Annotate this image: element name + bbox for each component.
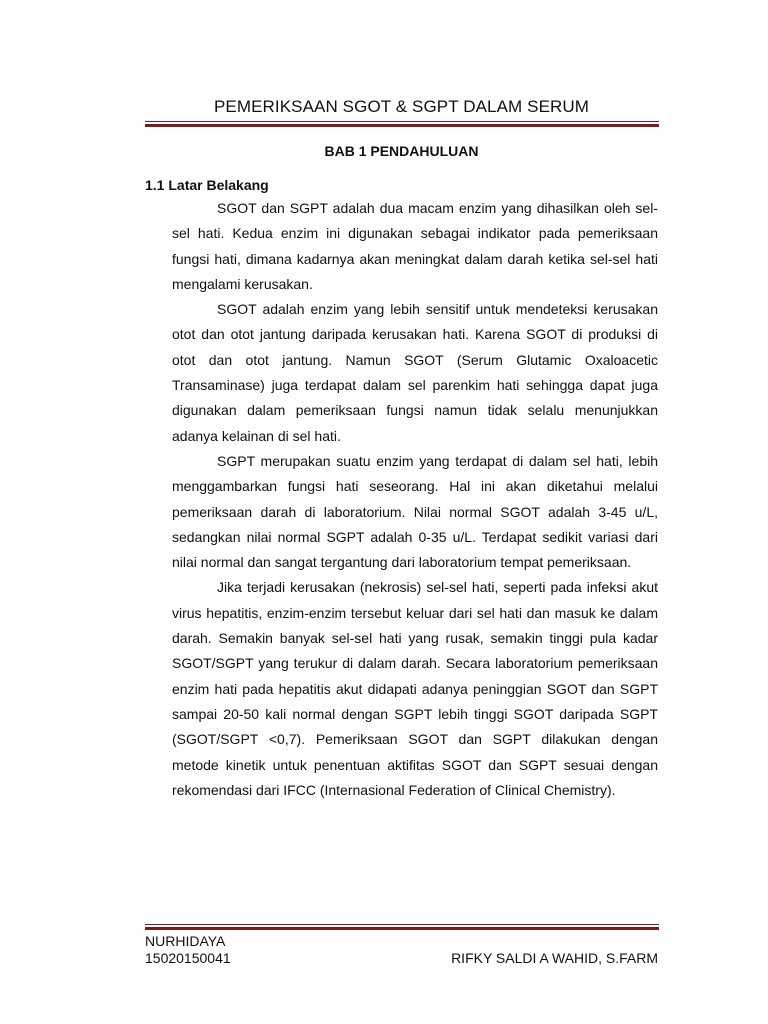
footer-supervisor: RIFKY SALDI A WAHID, S.FARM [451, 950, 658, 966]
header-divider [145, 121, 659, 127]
paragraph: SGOT dan SGPT adalah dua macam enzim yang dihasilkan oleh sel-sel hati. Kedua enzim ini digunakan sebagai indikator pada pemeriksaan fungsi hati, dimana kadarnya akan meningkat dalam darah ketika sel-sel hati mengalami kerusakan. [172, 200, 658, 292]
footer-author-name: NURHIDAYA [145, 933, 226, 949]
footer-divider-thick-line [145, 927, 659, 930]
paragraph: Jika terjadi kerusakan (nekrosis) sel-sel hati, seperti pada infeksi akut virus hepatitis, enzim-enzim tersebut keluar dari sel hati dan masuk ke dalam darah. Semakin banyak sel-sel hati yang rusak, semakin tinggi pula kadar SGOT/SGPT yang terukur di dalam darah. Secara laboratorium pemeriksaan enzim hati pada hepatitis akut didapati adanya peninggian SGOT dan SGPT sampai 20-50 kali normal dengan SGPT lebih tinggi SGOT daripada SGPT (SGOT/SGPT <0,7). Pemeriksaan SGOT dan SGPT dilakukan dengan metode kinetik untuk penentuan aktifitas SGOT dan SGPT sesuai dengan rekomendasi dari IFCC (Internasional Federation of Clinical Chemistry). [172, 579, 658, 798]
section-heading: 1.1 Latar Belakang [145, 177, 269, 193]
paragraph: SGPT merupakan suatu enzim yang terdapat di dalam sel hati, lebih menggambarkan fungsi hati seseorang. Hal ini akan diketahui melalui pemeriksaan darah di laboratorium. Nilai normal SGOT adalah 3-45 u/L, sedangkan nilai normal SGPT adalah 0-35 u/L. Terdapat sedikit variasi dari nilai normal dan sangat tergantung dari laboratorium tempat pemeriksaan. [172, 452, 658, 571]
chapter-title: BAB 1 PENDAHULUAN [324, 143, 479, 159]
paragraph: SGOT adalah enzim yang lebih sensitif untuk mendeteksi kerusakan otot dan otot jantung daripada kerusakan hati. Karena SGOT di produksi di otot dan otot jantung. Namun SGOT (Serum Glutamic Oxaloacetic Transaminase) juga terdapat dalam sel parenkim hati sehingga dapat juga digunakan dalam pemeriksaan fungsi namun tidak selalu menunjukkan adanya kelainan di sel hati. [172, 301, 658, 444]
body-text [172, 196, 658, 803]
footer-divider-thin-line [145, 924, 659, 925]
footer-divider [145, 924, 659, 930]
footer-student-id: 15020150041 [145, 950, 231, 966]
header-divider-thick-line [145, 124, 659, 127]
header-divider-thin-line [145, 121, 659, 122]
header-title: PEMERIKSAAN SGOT & SGPT DALAM SERUM [213, 97, 590, 116]
